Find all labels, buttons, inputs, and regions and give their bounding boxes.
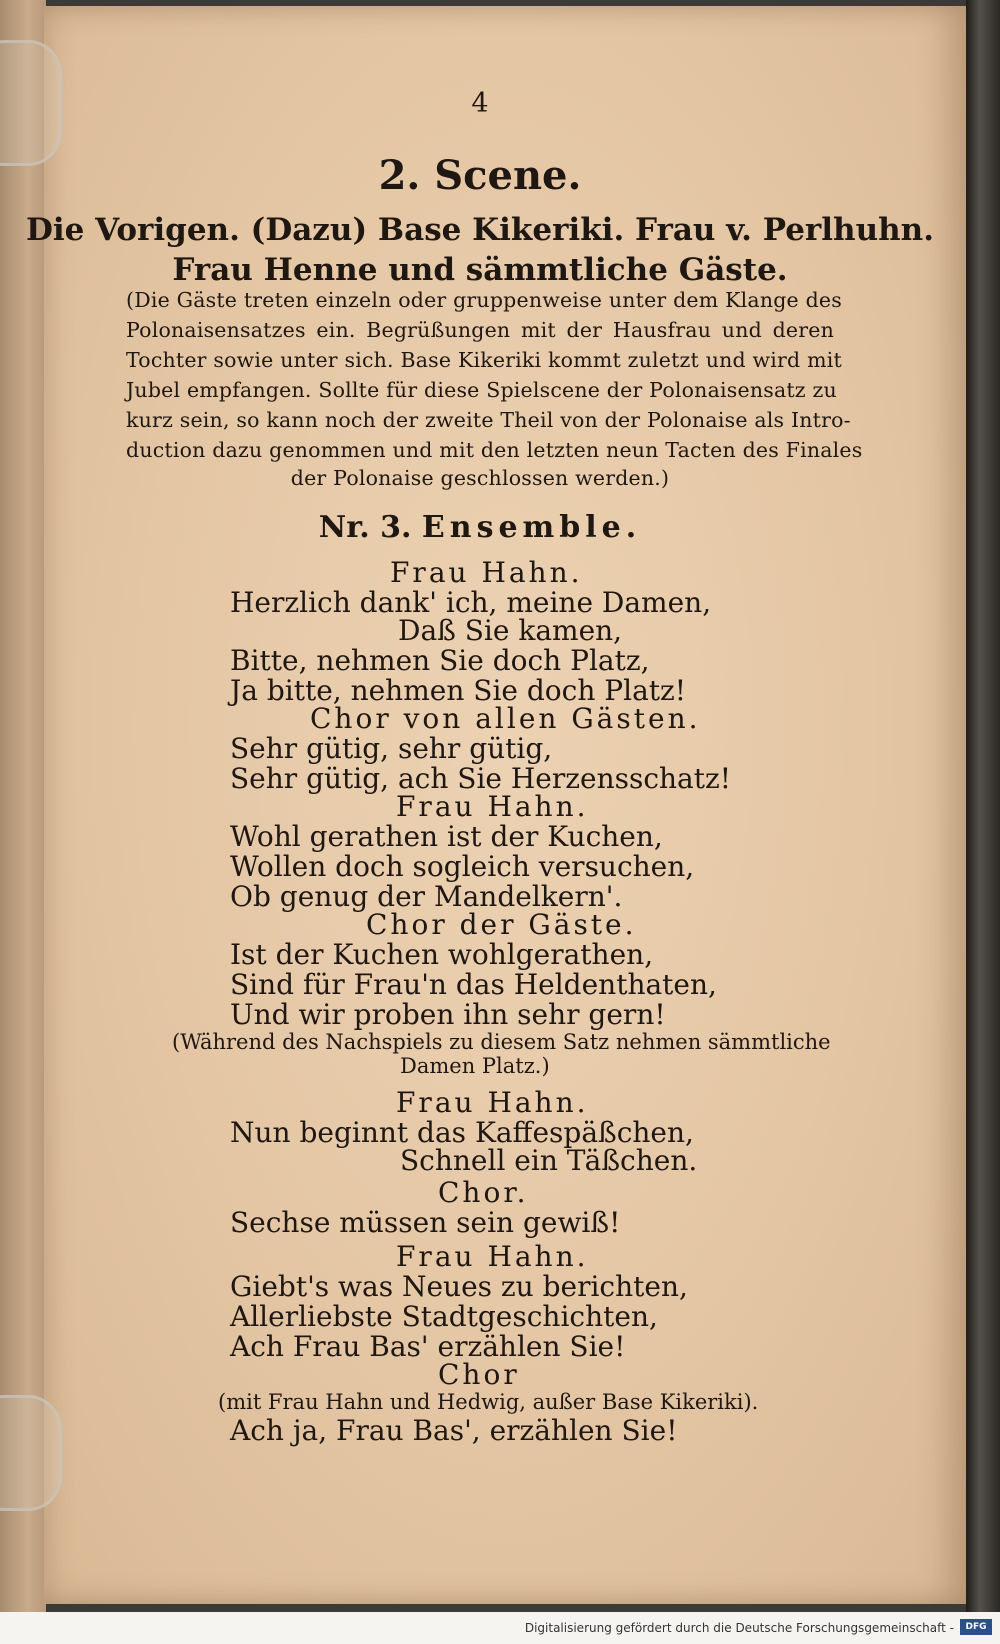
verse-line: Sind für Frau'n das Heldenthaten,: [230, 968, 717, 1001]
verse-line: Allerliebste Stadtgeschichten,: [230, 1300, 658, 1333]
stage-direction-line: Tochter sowie unter sich. Base Kikeriki kommt zuletzt und wird mit: [126, 348, 842, 372]
verse-line: Sechse müssen sein gewiß!: [230, 1206, 621, 1239]
verse-line: Daß Sie kamen,: [398, 614, 623, 647]
verse-line: Schnell ein Täßchen.: [400, 1144, 698, 1177]
speaker-name: Frau Hahn.: [390, 556, 583, 589]
stage-direction-line: der Polonaise geschlossen werden.): [290, 466, 670, 490]
footer-bar: [0, 1612, 1000, 1644]
number-title: Ensemble.: [421, 510, 642, 545]
speaker-name: Chor.: [438, 1176, 529, 1209]
number-prefix: Nr. 3.: [318, 510, 412, 545]
stage-direction-line: Polonaisensatzes ein. Begrüßungen mit der Hausfrau und deren: [126, 318, 834, 342]
speaker-name: Frau Hahn.: [396, 1240, 589, 1273]
verse-line: Ja bitte, nehmen Sie doch Platz!: [230, 674, 687, 707]
verse-line: Ach ja, Frau Bas', erzählen Sie!: [230, 1414, 678, 1447]
verse-line: Bitte, nehmen Sie doch Platz,: [230, 644, 650, 677]
verse-line: Giebt's was Neues zu berichten,: [230, 1270, 688, 1303]
speaker-name: Frau Hahn.: [396, 790, 589, 823]
verse-line: Wohl gerathen ist der Kuchen,: [230, 820, 663, 853]
verse-line: Wollen doch sogleich versuchen,: [230, 850, 695, 883]
number-heading: [0, 510, 960, 545]
verse-line: Ach Frau Bas' erzählen Sie!: [230, 1330, 626, 1363]
verse-line: Sehr gütig, sehr gütig,: [230, 732, 553, 765]
cast-line: Die Vorigen. (Dazu) Base Kikeriki. Frau v. Perlhuhn.: [25, 212, 934, 248]
stage-direction-line: duction dazu genommen und mit den letzten neun Tacten des Finales: [126, 438, 863, 462]
verse-line: Und wir proben ihn sehr gern!: [230, 998, 666, 1031]
stage-direction-line: Jubel empfangen. Sollte für diese Spielscene der Polonaisensatz zu: [126, 378, 837, 402]
speaker-name: Chor von allen Gästen.: [310, 702, 701, 735]
verse-line: Ist der Kuchen wohlgerathen,: [230, 938, 654, 971]
cast-line: Frau Henne und sämmtliche Gäste.: [172, 252, 788, 288]
dfg-logo: DFG: [960, 1619, 992, 1635]
stage-note-line: (Während des Nachspiels zu diesem Satz nehmen sämmtliche: [172, 1030, 831, 1054]
speaker-name: Frau Hahn.: [396, 1086, 589, 1119]
speaker-name: Chor der Gäste.: [366, 908, 637, 941]
stage-direction-line: (Die Gäste treten einzeln oder gruppenweise unter dem Klange des: [126, 288, 842, 312]
verse-line: Sehr gütig, ach Sie Herzensschatz!: [230, 762, 732, 795]
verse-line: Ob genug der Mandelkern'.: [230, 880, 623, 913]
scene-title: 2. Scene.: [378, 152, 582, 199]
verse-line: Herzlich dank' ich, meine Damen,: [230, 586, 712, 619]
page-number: 4: [471, 88, 489, 119]
speaker-name: Chor: [438, 1358, 520, 1391]
funding-notice: Digitalisierung gefördert durch die Deutsche Forschungsgemeinschaft -: [524, 1621, 954, 1635]
verse-line: Nun beginnt das Kaffespäßchen,: [230, 1116, 694, 1149]
stage-note-line: (mit Frau Hahn und Hedwig, außer Base Kikeriki).: [218, 1390, 759, 1414]
stage-note-line: Damen Platz.): [400, 1054, 550, 1078]
stage-direction-line: kurz sein, so kann noch der zweite Theil von der Polonaise als Intro-: [126, 408, 851, 432]
